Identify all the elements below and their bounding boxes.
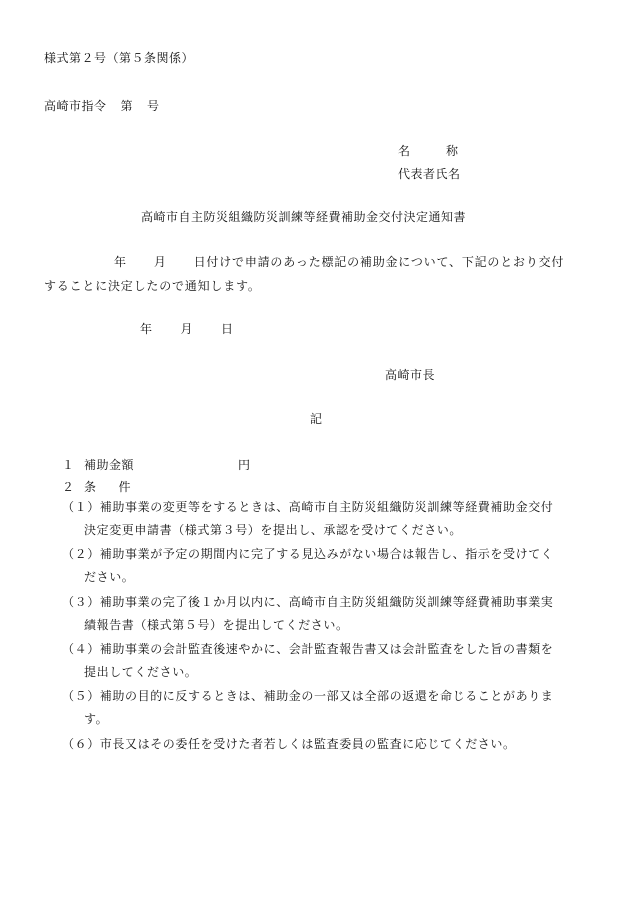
document-title: 高崎市自主防災組織防災訓練等経費補助金交付決定通知書 [141,210,467,224]
item-2-label-b: 件 [118,480,132,494]
body-line-1 [114,256,564,268]
recipient-name-left: 名 [398,144,411,158]
recipient-name-label [398,145,458,157]
document-number [44,100,160,112]
body-line1-text: 日付けで申請のあった標記の補助金について、下記のとおり交付 [193,255,565,269]
issue-year: 年 [140,322,153,336]
body-year: 年 [114,255,127,269]
document-number-prefix: 高崎市指令 [44,99,107,113]
issuer-name: 高崎市長 [385,368,436,382]
recipient-name-right: 称 [446,144,459,158]
condition-6 [62,733,592,756]
condition-2 [62,543,592,589]
issue-date [140,323,234,335]
item-subsidy-amount [62,459,251,471]
condition-4-line-2: 提出してください。 [84,665,198,679]
condition-5-line-2: す。 [84,712,109,726]
recipient-representative-label: 代表者氏名 [398,167,461,181]
item-1-unit: 円 [238,458,251,472]
body-month: 月 [153,255,167,269]
condition-3 [62,591,592,637]
form-label: 様式第２号（第５条関係） [44,51,195,65]
condition-2-line-1: （２）補助事業が予定の期間内に完了する見込みがない場合は報告し、指示を受けてく [62,547,554,561]
item-2-label-a: 条 [84,480,97,494]
condition-5-line-1: （５）補助の目的に反するときは、補助金の一部又は全部の返還を命じることがありま [62,689,554,703]
item-1-number: １ [62,458,75,472]
condition-1 [62,496,592,542]
issue-month: 月 [180,322,194,336]
item-conditions-heading [62,481,131,493]
condition-2-line-2: ださい。 [84,570,135,584]
item-2-number: ２ [62,480,75,494]
issue-day: 日 [221,322,234,336]
item-1-label: 補助金額 [84,458,135,472]
condition-3-line-1: （３）補助事業の完了後１か月以内に、高崎市自主防災組織防災訓練等経費補助事業実 [62,595,554,609]
document-number-go: 号 [147,99,160,113]
ki-heading: 記 [310,412,323,426]
condition-4-line-1: （４）補助事業の会計監査後速やかに、会計監査報告書又は会計監査をした旨の書類を [62,642,554,656]
condition-1-line-2: 決定変更申請書（様式第３号）を提出し、承認を受けてください。 [84,523,463,537]
condition-3-line-2: 績報告書（様式第５号）を提出してください。 [84,618,349,632]
body-line-2: することに決定したので通知します。 [44,279,261,293]
document-number-dai: 第 [120,99,134,113]
condition-1-line-1: （１）補助事業の変更等をするときは、高崎市自主防災組織防災訓練等経費補助金交付 [62,500,554,514]
condition-6-line-1: （６）市長又はその委任を受けた者若しくは監査委員の監査に応じてください。 [62,737,516,751]
condition-4 [62,638,592,684]
condition-5 [62,685,592,731]
